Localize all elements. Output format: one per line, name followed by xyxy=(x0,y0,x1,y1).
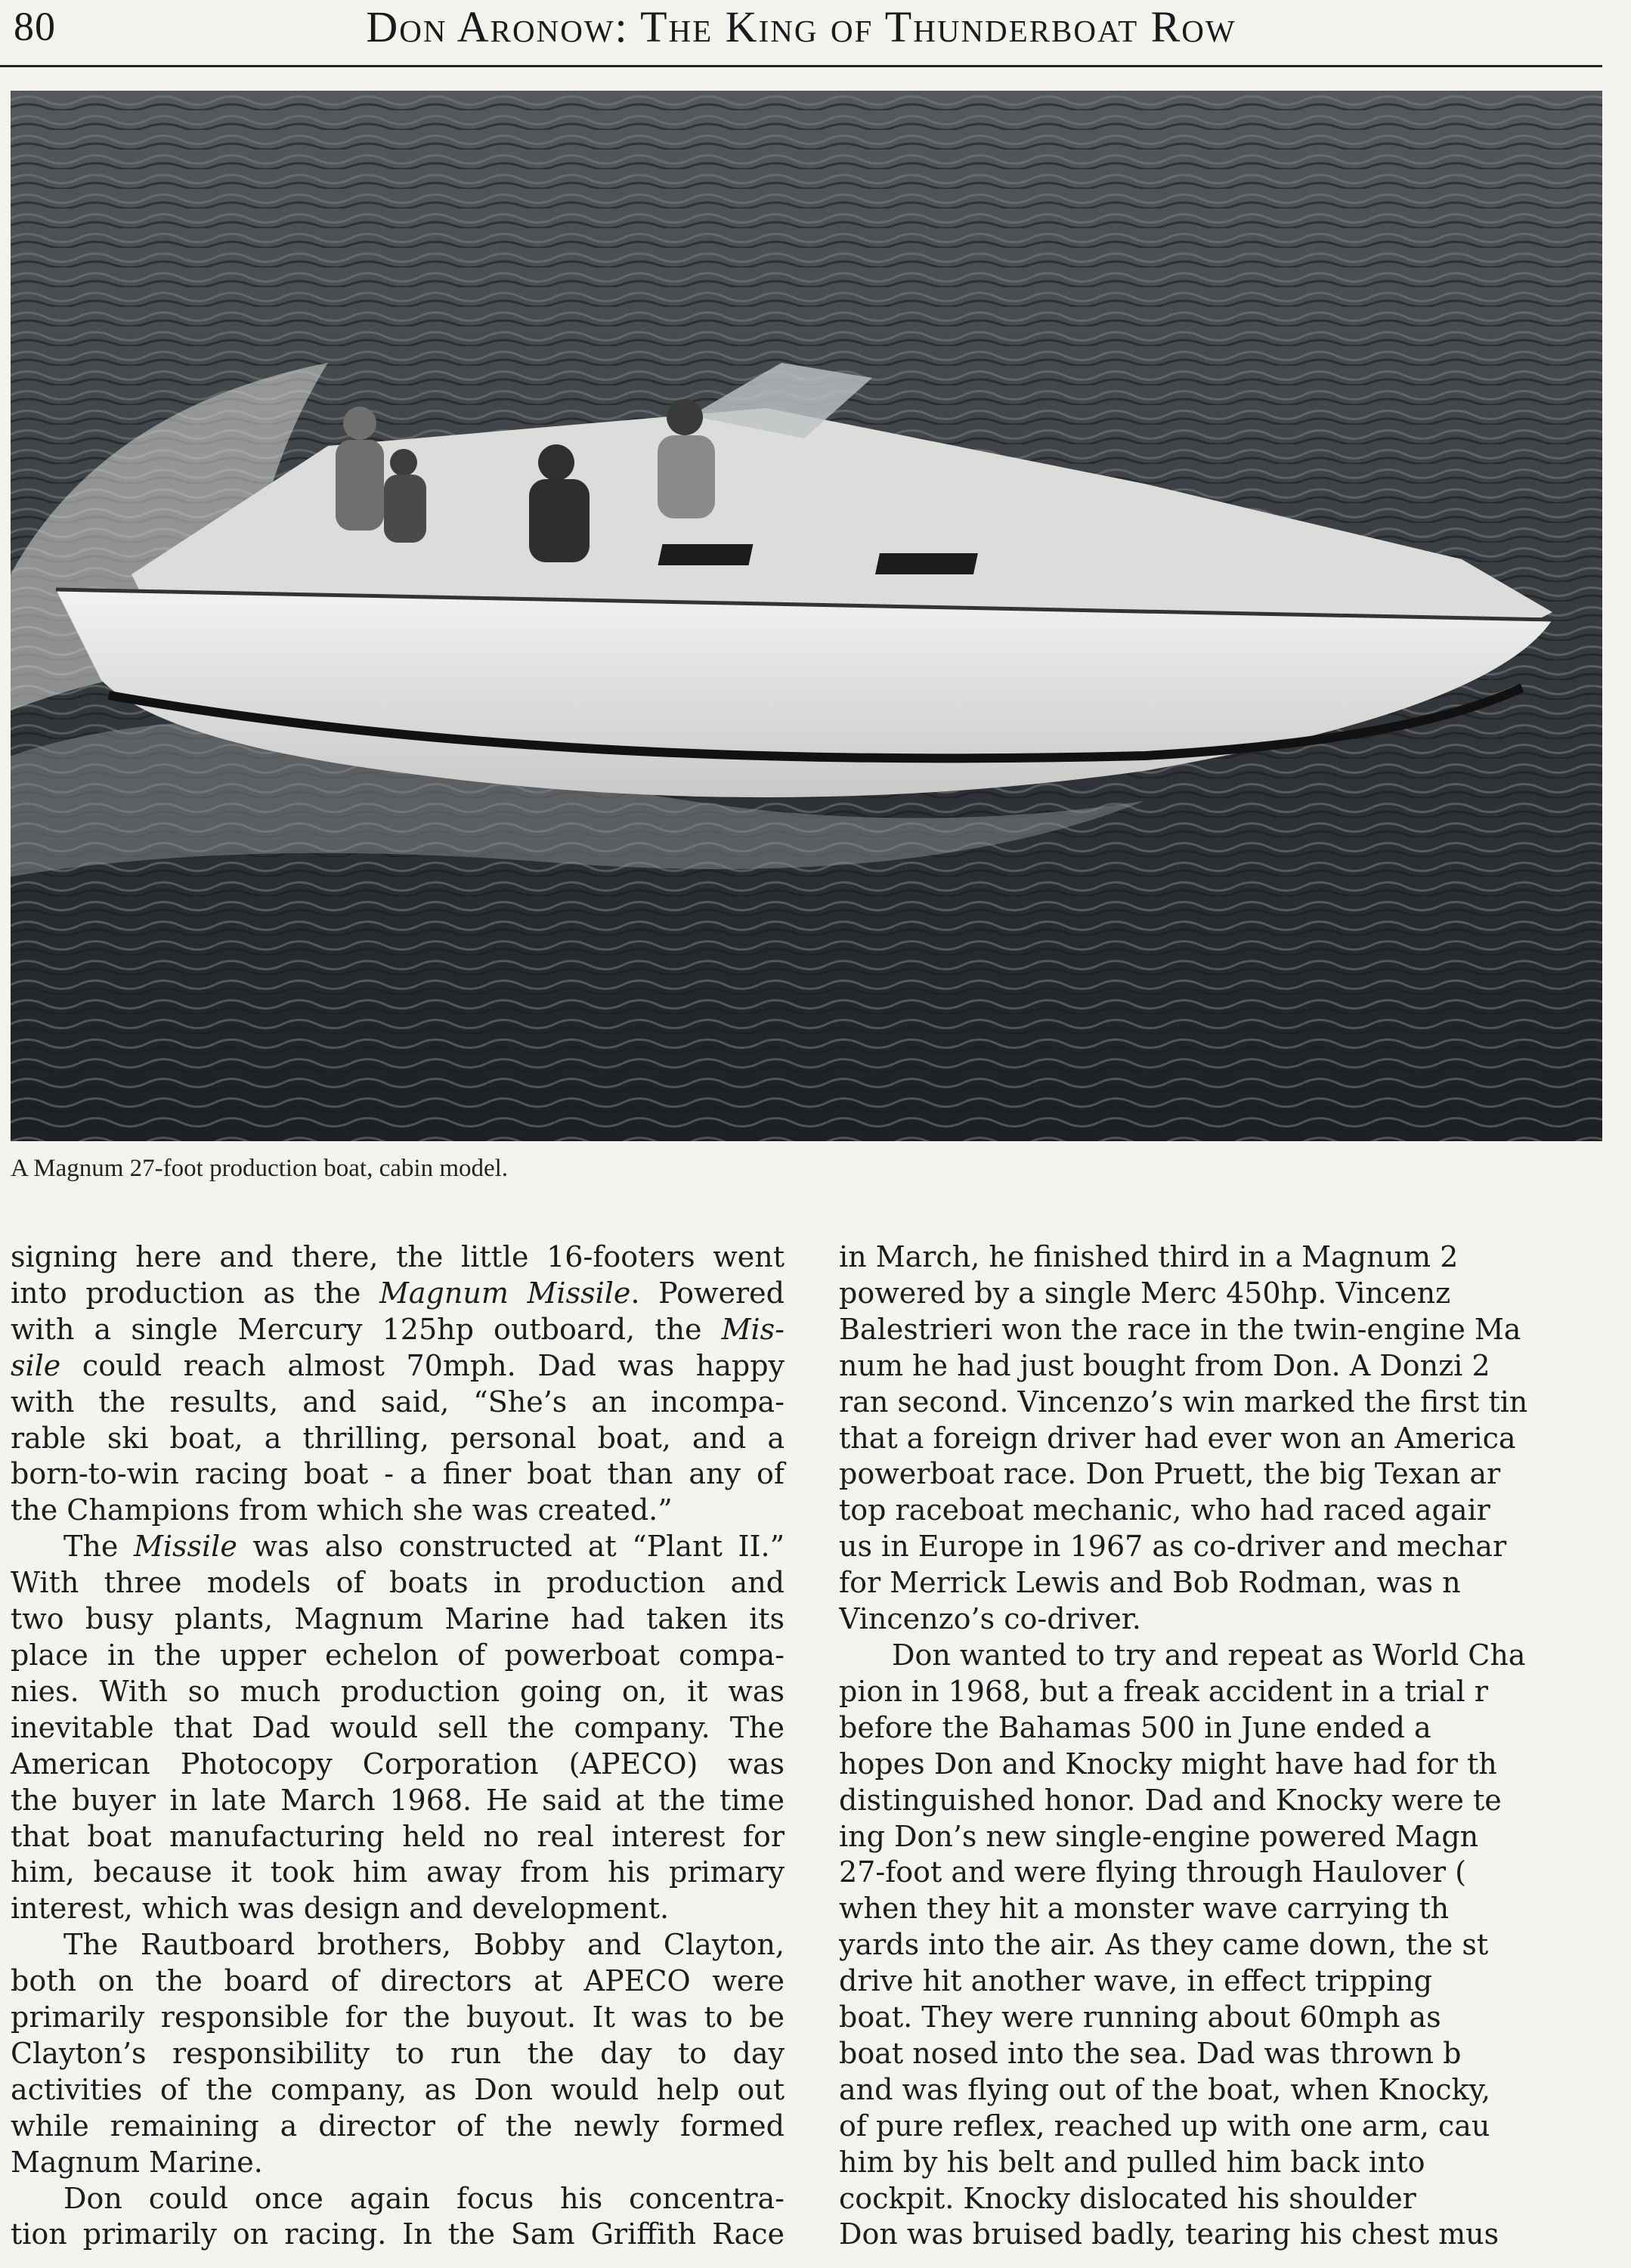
text-line xyxy=(839,1493,1631,1529)
text-line xyxy=(11,1638,785,1674)
text-line xyxy=(839,1565,1631,1601)
text-line xyxy=(11,1312,785,1348)
text-line xyxy=(11,1239,785,1276)
text-run: interest, which was design and development. xyxy=(11,1892,670,1926)
text-line xyxy=(839,1421,1631,1457)
text-line xyxy=(839,2109,1631,2145)
text-line xyxy=(839,1963,1631,2000)
body-column-right xyxy=(839,1239,1631,2253)
text-run: . Powered xyxy=(630,1276,785,1310)
text-run: Don could once again focus his concentra- xyxy=(63,2181,785,2215)
text-line xyxy=(11,2217,785,2253)
text-run: primarily responsible for the buyout. It was to be xyxy=(11,2000,785,2034)
text-line xyxy=(839,1855,1631,1891)
text-run: 27-foot and were flying through Haulover ( xyxy=(839,1855,1466,1889)
text-run: the buyer in late March 1968. He said at the time xyxy=(11,1783,785,1817)
text-line xyxy=(839,2036,1631,2072)
text-line xyxy=(839,2072,1631,2109)
text-line xyxy=(11,2145,785,2181)
text-run: born-to-win racing boat - a finer boat than any of xyxy=(11,1457,785,1491)
text-run: the Champions from which she was created.” xyxy=(11,1493,673,1527)
text-line xyxy=(839,1348,1631,1385)
boat-photo-illustration xyxy=(11,91,1602,1141)
text-run: for Merrick Lewis and Bob Rodman, was n xyxy=(839,1566,1461,1600)
text-line xyxy=(11,1601,785,1638)
text-line xyxy=(11,1674,785,1710)
page-number: 80 xyxy=(14,4,56,49)
italic-text: sile xyxy=(11,1348,61,1382)
text-run: before the Bahamas 500 in June ended a xyxy=(839,1710,1431,1744)
text-run: was also constructed at “Plant II.” xyxy=(237,1530,785,1564)
text-line xyxy=(11,1963,785,2000)
text-run: nies. With so much production going on, it was xyxy=(11,1674,785,1708)
text-line xyxy=(11,1385,785,1421)
text-line xyxy=(11,1529,785,1565)
text-run: top raceboat mechanic, who had raced agair xyxy=(839,1493,1490,1527)
text-run: signing here and there, the little 16-footers went xyxy=(11,1240,785,1273)
text-run: that a foreign driver had ever won an America xyxy=(839,1421,1516,1455)
text-line xyxy=(11,1421,785,1457)
text-run: ing Don’s new single-engine powered Magn xyxy=(839,1819,1479,1853)
text-run: powerboat race. Don Pruett, the big Texan ar xyxy=(839,1457,1501,1491)
text-line xyxy=(839,1710,1631,1747)
running-title: Don Aronow: The King of Thunderboat Row xyxy=(366,2,1236,51)
text-line xyxy=(11,1348,785,1385)
text-run: The Rautboard brothers, Bobby and Clayton, xyxy=(63,1928,785,1962)
text-run: us in Europe in 1967 as co-driver and mechar xyxy=(839,1530,1507,1564)
boat-photograph xyxy=(11,91,1602,1141)
text-run: Clayton’s responsibility to run the day to day xyxy=(11,2036,785,2070)
text-run: pion in 1968, but a freak accident in a trial r xyxy=(839,1674,1488,1708)
text-run: could reach almost 70mph. Dad was happy xyxy=(60,1348,785,1382)
text-line xyxy=(839,1819,1631,1855)
text-run: With three models of boats in production and xyxy=(11,1566,785,1600)
text-run: both on the board of directors at APECO were xyxy=(11,1964,785,1998)
text-run: rable ski boat, a thrilling, personal boat, and a xyxy=(11,1421,785,1455)
text-line xyxy=(11,1747,785,1783)
italic-text: Mis- xyxy=(721,1312,785,1346)
text-line xyxy=(839,1239,1631,1276)
text-line xyxy=(839,1276,1631,1312)
text-run: Balestrieri won the race in the twin-engine Ma xyxy=(839,1312,1521,1346)
text-run: tion primarily on racing. In the Sam Griffith Race xyxy=(11,2217,785,2251)
italic-text: Magnum Missile xyxy=(379,1276,631,1310)
text-run: The xyxy=(63,1530,134,1564)
text-line xyxy=(839,1747,1631,1783)
text-run: drive hit another wave, in effect tripping xyxy=(839,1964,1432,1998)
text-line xyxy=(839,2000,1631,2036)
text-run: with a single Mercury 125hp outboard, the xyxy=(11,1312,722,1346)
text-run: into production as the xyxy=(11,1276,379,1310)
text-run: him by his belt and pulled him back into xyxy=(839,2145,1425,2179)
text-run: Don wanted to try and repeat as World Cha xyxy=(892,1638,1526,1672)
text-line xyxy=(11,1710,785,1747)
text-run: yards into the air. As they came down, the st xyxy=(839,1928,1489,1962)
text-line xyxy=(11,1891,785,1927)
text-line xyxy=(839,2181,1631,2217)
text-run: activities of the company, as Don would help out xyxy=(11,2072,785,2106)
text-line xyxy=(839,1312,1631,1348)
body-column-left xyxy=(11,1239,785,2253)
text-run: with the results, and said, “She’s an incompa- xyxy=(11,1385,785,1419)
text-line xyxy=(839,1456,1631,1493)
text-line xyxy=(11,2109,785,2145)
text-run: hopes Don and Knocky might have had for th xyxy=(839,1747,1497,1781)
text-run: inevitable that Dad would sell the company. The xyxy=(11,1710,785,1744)
text-run: while remaining a director of the newly formed xyxy=(11,2109,785,2143)
text-run: distinguished honor. Dad and Knocky were te xyxy=(839,1783,1502,1817)
text-line xyxy=(839,1529,1631,1565)
text-line xyxy=(839,2217,1631,2253)
text-line xyxy=(11,2000,785,2036)
text-run: him, because it took him away from his primary xyxy=(11,1855,785,1889)
text-line xyxy=(11,1493,785,1529)
text-run: num he had just bought from Don. A Donzi 2 xyxy=(839,1348,1490,1382)
header-rule xyxy=(0,65,1602,67)
text-run: place in the upper echelon of powerboat compa- xyxy=(11,1638,785,1672)
text-line xyxy=(839,2145,1631,2181)
text-line xyxy=(11,2181,785,2217)
text-line xyxy=(11,1855,785,1891)
text-line xyxy=(839,1601,1631,1638)
text-line xyxy=(11,2072,785,2109)
text-run: boat. They were running about 60mph as xyxy=(839,2000,1441,2034)
text-run: American Photocopy Corporation (APECO) was xyxy=(11,1747,785,1781)
text-run: ran second. Vincenzo’s win marked the first tin xyxy=(839,1385,1528,1419)
text-line xyxy=(11,1783,785,1819)
text-line xyxy=(11,1927,785,1963)
text-run: that boat manufacturing held no real interest for xyxy=(11,1819,785,1853)
text-run: in March, he finished third in a Magnum 2 xyxy=(839,1240,1459,1273)
text-run: Vincenzo’s co-driver. xyxy=(839,1602,1141,1636)
text-run: two busy plants, Magnum Marine had taken its xyxy=(11,1602,785,1636)
text-line xyxy=(11,1819,785,1855)
text-line xyxy=(839,1783,1631,1819)
text-line xyxy=(839,1638,1631,1674)
text-run: and was flying out of the boat, when Knocky, xyxy=(839,2072,1491,2106)
italic-text: Missile xyxy=(133,1530,237,1564)
text-run: when they hit a monster wave carrying th xyxy=(839,1892,1450,1926)
figure-caption: A Magnum 27-foot production boat, cabin model. xyxy=(11,1155,509,1182)
text-run: boat nosed into the sea. Dad was thrown b xyxy=(839,2036,1462,2070)
running-header xyxy=(0,0,1631,68)
text-line xyxy=(11,1276,785,1312)
text-line xyxy=(11,1456,785,1493)
text-run: Magnum Marine. xyxy=(11,2145,263,2179)
text-line xyxy=(839,1927,1631,1963)
text-run: of pure reflex, reached up with one arm, cau xyxy=(839,2109,1490,2143)
text-line xyxy=(839,1674,1631,1710)
text-line xyxy=(839,1891,1631,1927)
text-run: Don was bruised badly, tearing his chest mus xyxy=(839,2217,1499,2251)
text-line xyxy=(11,2036,785,2072)
text-run: powered by a single Merc 450hp. Vincenz xyxy=(839,1276,1451,1310)
text-run: cockpit. Knocky dislocated his shoulder xyxy=(839,2181,1416,2215)
text-line xyxy=(839,1385,1631,1421)
text-line xyxy=(11,1565,785,1601)
